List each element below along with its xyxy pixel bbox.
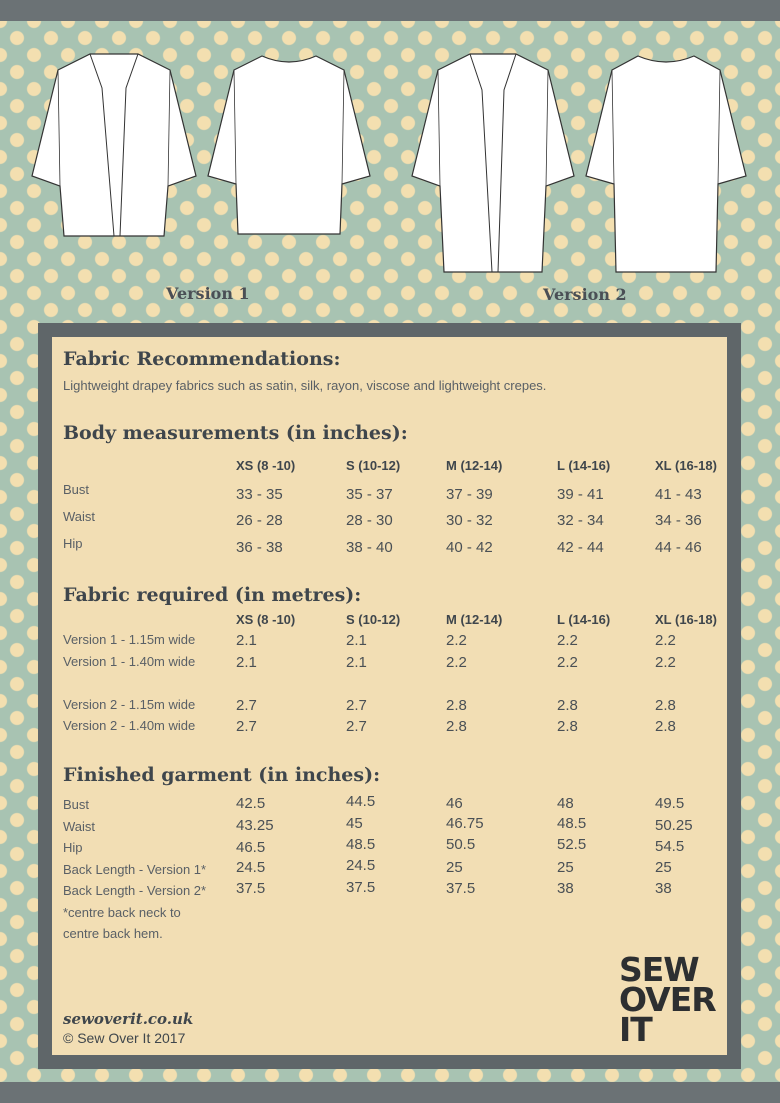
body-measurement-value: 34 - 36 (655, 512, 702, 529)
finished-garment-value: 25 (557, 859, 574, 876)
fabric-size-header: XL (16-18) (655, 612, 717, 627)
finished-garment-value: 52.5 (557, 836, 587, 853)
bottom-bar (0, 1082, 780, 1103)
fabric-size-header: M (12-14) (446, 612, 503, 627)
body-size-header: L (14-16) (557, 458, 611, 473)
finished-garment-value: 38 (655, 880, 672, 897)
finished-garment-heading: Finished garment (in inches): (63, 764, 381, 786)
finished-garment-value: 37.5 (236, 880, 266, 897)
fabric-required-value: 2.7 (346, 718, 367, 735)
fabric-size-header: L (14-16) (557, 612, 611, 627)
finished-garment-value: 24.5 (346, 857, 376, 874)
fabric-required-value: 2.7 (346, 697, 367, 714)
logo-line-1: SEW (619, 950, 699, 989)
finished-garment-value: 37.5 (346, 879, 376, 896)
body-measurement-value: 28 - 30 (346, 512, 393, 529)
finished-garment-value: 37.5 (446, 880, 476, 897)
body-measurement-value: 36 - 38 (236, 539, 283, 556)
finished-garment-label: Bust (63, 797, 90, 812)
body-measurement-value: 33 - 35 (236, 486, 283, 503)
fabric-required-label: Version 2 - 1.40m wide (63, 718, 196, 733)
fabric-required-value: 2.2 (446, 632, 467, 649)
fabric-required-value: 2.7 (236, 718, 257, 735)
finished-garment-label: Waist (63, 819, 96, 834)
finished-garment-value: 48 (557, 795, 574, 812)
fabric-required-value: 2.8 (655, 697, 676, 714)
body-size-header: XL (16-18) (655, 458, 717, 473)
fabric-required-value: 2.2 (655, 632, 676, 649)
body-measurement-value: 30 - 32 (446, 512, 493, 529)
fabric-required-value: 2.8 (446, 697, 467, 714)
finished-garment-value: 24.5 (236, 859, 266, 876)
body-size-header: S (10-12) (346, 458, 401, 473)
fabric-required-value: 2.2 (557, 632, 578, 649)
logo-line-2: OVER (619, 980, 716, 1019)
fabric-required-label: Version 1 - 1.40m wide (63, 654, 196, 669)
body-measurement-value: 39 - 41 (557, 486, 604, 503)
fabric-required-value: 2.1 (346, 632, 367, 649)
version1-back-illustration (204, 52, 374, 238)
finished-garment-value: 46.5 (236, 839, 266, 856)
finished-garment-value: 50.5 (446, 836, 476, 853)
fabric-required-value: 2.2 (655, 654, 676, 671)
fabric-recommendations-text: Lightweight drapey fabrics such as satin, silk, rayon, viscose and lightweight crepes. (63, 378, 547, 393)
body-measurement-value: 44 - 46 (655, 539, 702, 556)
fabric-required-value: 2.2 (446, 654, 467, 671)
website-text: sewoverit.co.uk (63, 1010, 194, 1028)
version1-front-illustration (28, 48, 200, 238)
finished-garment-label: Hip (63, 840, 83, 855)
body-size-header: M (12-14) (446, 458, 503, 473)
body-measurement-value: 26 - 28 (236, 512, 283, 529)
version1-label: Version 1 (166, 284, 250, 303)
top-bar (0, 0, 780, 21)
fabric-required-value: 2.8 (557, 718, 578, 735)
fabric-required-value: 2.7 (236, 697, 257, 714)
fabric-required-value: 2.8 (557, 697, 578, 714)
body-measurement-label: Bust (63, 482, 90, 497)
finished-garment-label: Back Length - Version 1* (63, 862, 207, 877)
version2-front-illustration (408, 50, 578, 276)
finished-garment-value: 50.25 (655, 817, 693, 834)
body-measurement-value: 35 - 37 (346, 486, 393, 503)
body-measurement-label: Waist (63, 509, 96, 524)
footnote-line2: centre back hem. (63, 926, 163, 941)
fabric-size-header: S (10-12) (346, 612, 401, 627)
finished-garment-value: 44.5 (346, 793, 376, 810)
fabric-required-label: Version 1 - 1.15m wide (63, 632, 196, 647)
version2-back-illustration (582, 52, 750, 276)
fabric-required-value: 2.1 (236, 654, 257, 671)
fabric-required-heading: Fabric required (in metres): (63, 584, 362, 606)
finished-garment-value: 48.5 (557, 815, 587, 832)
logo-line-3: IT (619, 1010, 652, 1049)
body-measurements-heading: Body measurements (in inches): (63, 422, 408, 444)
body-measurement-value: 38 - 40 (346, 539, 393, 556)
body-measurement-value: 37 - 39 (446, 486, 493, 503)
finished-garment-value: 45 (346, 815, 363, 832)
footnote-line1: *centre back neck to (63, 905, 181, 920)
copyright-text: © Sew Over It 2017 (63, 1030, 186, 1046)
fabric-size-header: XS (8 -10) (236, 612, 296, 627)
finished-garment-value: 46.75 (446, 815, 484, 832)
fabric-required-value: 2.8 (446, 718, 467, 735)
finished-garment-value: 42.5 (236, 795, 266, 812)
finished-garment-value: 46 (446, 795, 463, 812)
finished-garment-value: 49.5 (655, 795, 685, 812)
fabric-required-value: 2.8 (655, 718, 676, 735)
body-size-header: XS (8 -10) (236, 458, 296, 473)
fabric-recommendations-heading: Fabric Recommendations: (63, 348, 341, 370)
finished-garment-value: 43.25 (236, 817, 274, 834)
fabric-required-value: 2.1 (346, 654, 367, 671)
finished-garment-value: 38 (557, 880, 574, 897)
finished-garment-value: 54.5 (655, 838, 685, 855)
body-measurement-label: Hip (63, 536, 83, 551)
fabric-required-label: Version 2 - 1.15m wide (63, 697, 196, 712)
version2-label: Version 2 (543, 285, 627, 304)
sew-over-it-logo (619, 950, 716, 1049)
body-measurement-value: 42 - 44 (557, 539, 604, 556)
finished-garment-value: 25 (446, 859, 463, 876)
fabric-required-value: 2.2 (557, 654, 578, 671)
finished-garment-value: 48.5 (346, 836, 376, 853)
body-measurement-value: 32 - 34 (557, 512, 604, 529)
info-card (52, 337, 727, 1055)
fabric-required-value: 2.1 (236, 632, 257, 649)
body-measurement-value: 40 - 42 (446, 539, 493, 556)
body-measurement-value: 41 - 43 (655, 486, 702, 503)
finished-garment-value: 25 (655, 859, 672, 876)
finished-garment-label: Back Length - Version 2* (63, 883, 207, 898)
